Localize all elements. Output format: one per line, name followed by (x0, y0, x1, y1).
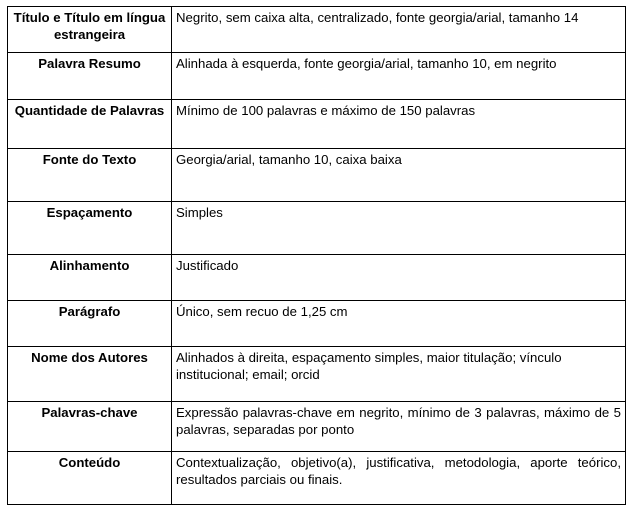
row-label: Fonte do Texto (8, 149, 172, 202)
row-label: Título e Título em língua estrangeira (8, 7, 172, 53)
row-label: Quantidade de Palavras (8, 100, 172, 149)
table-row (8, 7, 626, 53)
row-value: Expressão palavras-chave em negrito, mínimo de 3 palavras, máximo de 5 palavras, separadas por ponto (172, 402, 626, 452)
table-row (8, 255, 626, 301)
formatting-rules-table (7, 6, 626, 505)
row-value: Alinhada à esquerda, fonte georgia/arial, tamanho 10, em negrito (172, 53, 626, 100)
row-value: Negrito, sem caixa alta, centralizado, fonte georgia/arial, tamanho 14 (172, 7, 626, 53)
row-label: Espaçamento (8, 202, 172, 255)
row-value: Único, sem recuo de 1,25 cm (172, 301, 626, 347)
table-row (8, 347, 626, 402)
table-row (8, 149, 626, 202)
row-label: Palavras-chave (8, 402, 172, 452)
row-label: Nome dos Autores (8, 347, 172, 402)
row-label: Conteúdo (8, 452, 172, 505)
table-row (8, 452, 626, 505)
row-value: Mínimo de 100 palavras e máximo de 150 palavras (172, 100, 626, 149)
row-label: Parágrafo (8, 301, 172, 347)
table-row (8, 301, 626, 347)
row-label: Alinhamento (8, 255, 172, 301)
row-value: Contextualização, objetivo(a), justificativa, metodologia, aporte teórico, resultados parciais ou finais. (172, 452, 626, 505)
table-row (8, 402, 626, 452)
row-value: Justificado (172, 255, 626, 301)
table-row (8, 100, 626, 149)
row-label: Palavra Resumo (8, 53, 172, 100)
row-value: Simples (172, 202, 626, 255)
row-value: Georgia/arial, tamanho 10, caixa baixa (172, 149, 626, 202)
row-value: Alinhados à direita, espaçamento simples, maior titulação; vínculo institucional; email; orcid (172, 347, 626, 402)
table-row (8, 53, 626, 100)
table-row (8, 202, 626, 255)
